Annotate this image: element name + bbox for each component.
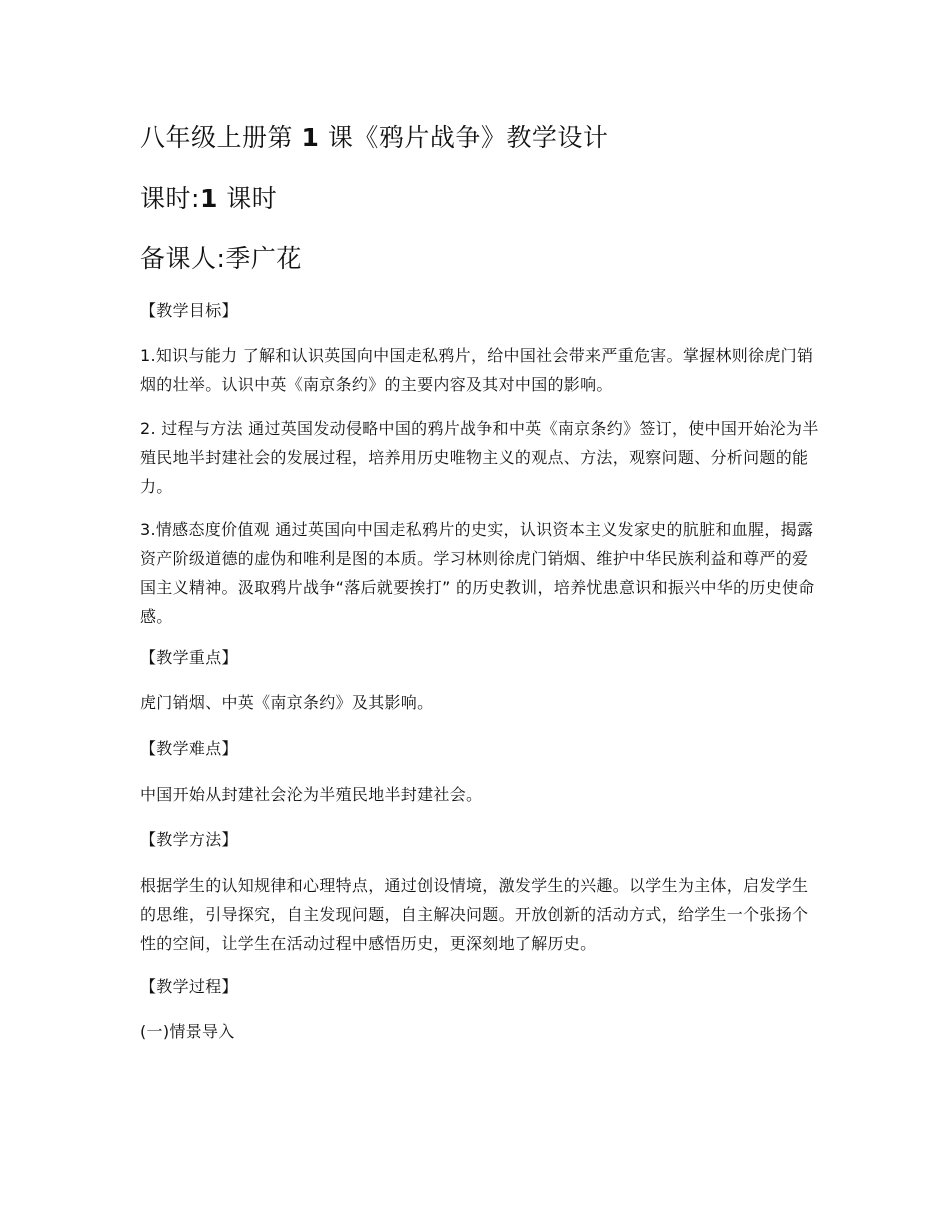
difficulties-text: 中国开始从封建社会沦为半殖民地半封建社会。 (140, 785, 483, 804)
period-prefix: 课时: (140, 184, 200, 213)
process-heading: 【教学过程】 (140, 977, 238, 996)
objective-process: 2. 过程与方法 通过英国发动侵略中国的鸦片战争和中英《南京条约》签订，使中国开始沦为半殖民地半封建社会的发展过程，培养用历史唯物主义的观点、方法，观察问题、分析问题的能力。 (140, 419, 819, 496)
period-number: 1 (199, 184, 218, 213)
process-step-intro: (一)情景导入 (140, 1022, 235, 1041)
class-period (140, 183, 277, 215)
key-points-heading: 【教学重点】 (140, 648, 238, 667)
objective-emotion: 3.情感态度价值观 通过英国向中国走私鸦片的史实，认识资本主义发家史的肮脏和血腥，揭露资产阶级道德的虚伪和唯利是图的本质。学习林则徐虎门销烟、维护中华民族利益和尊严的爱国主义精神。汲取鸦片战争“落后就要挨打” 的历史教训，培养忧患意识和振兴中华的历史使命感。 (140, 520, 815, 626)
methods-text: 根据学生的认知规律和心理特点，通过创设情境，激发学生的兴趣。以学生为主体，启发学生的思维，引导探究，自主发现问题，自主解决问题。开放创新的活动方式，给学生一个张扬个性的空间，让学生在活动过程中感悟历史，更深刻地了解历史。 (140, 876, 809, 953)
difficulties-heading: 【教学难点】 (140, 739, 238, 758)
title-prefix: 八年级上册第 (140, 123, 294, 152)
methods-heading: 【教学方法】 (140, 830, 238, 849)
title-suffix: 课《鸦片战争》教学设计 (327, 123, 609, 152)
period-suffix: 课时 (226, 184, 278, 213)
key-points-text: 虎门销烟、中英《南京条约》及其影响。 (140, 693, 434, 712)
title-lesson-number: 1 (301, 123, 320, 152)
author-line: 备课人:季广花 (140, 244, 302, 273)
objective-knowledge: 1.知识与能力 了解和认识英国向中国走私鸦片，给中国社会带来严重危害。掌握林则徐虎门销烟的壮举。认识中英《南京条约》的主要内容及其对中国的影响。 (140, 346, 814, 394)
objectives-heading: 【教学目标】 (140, 301, 238, 320)
document-title (140, 122, 608, 154)
